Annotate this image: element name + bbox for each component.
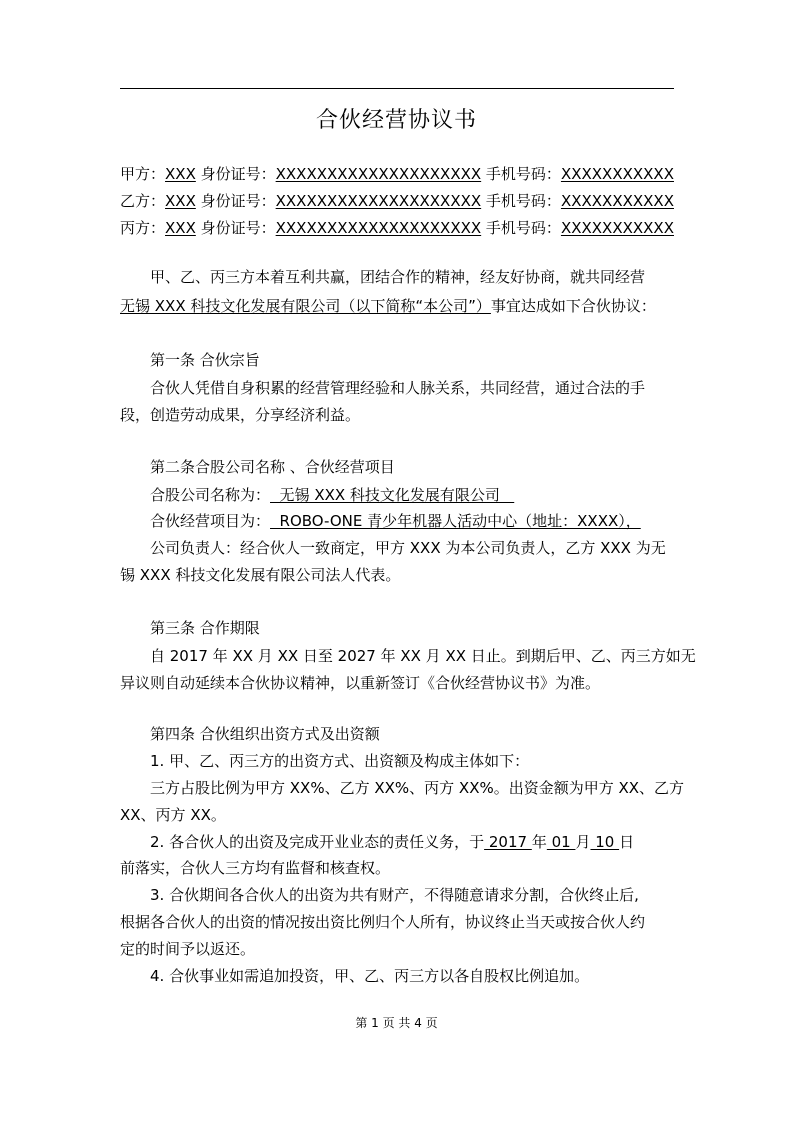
leader-line-2: 锡 XXX 科技文化发展有限公司法人代表。 [120,566,401,584]
party-bing-line [120,218,674,238]
party-name: XXX [165,219,196,237]
article-3-heading: 第三条 合作期限 [150,619,260,637]
article-4-item-4: 4. 合伙事业如需追加投资，甲、乙、丙三方以各自股权比例追加。 [150,967,590,985]
article-3-line-1: 自 2017 年 XX 月 XX 日至 2027 年 XX 月 XX 日止。到期后甲、乙、丙三方如无 [150,647,696,665]
party-name: XXX [165,165,196,183]
article-4-item-2-line-2: 前落实，合伙人三方均有监督和核查权。 [120,859,391,877]
phone-label: 手机号码： [481,165,561,183]
header-rule [120,88,674,89]
project-label: 合伙经营项目为： [150,512,271,530]
intro-line-1: 甲、乙、丙三方本着互利共赢，团结合作的精神，经友好协商，就共同经营 [150,268,646,286]
company-name-underlined: 无锡 XXX 科技文化发展有限公司（以下简称“本公司”） [120,297,491,315]
party-name: XXX [165,192,196,210]
article-1-line-2: 段，创造劳动成果，分享经济利益。 [120,406,361,424]
year-unit: 年 [531,833,547,851]
id-number: XXXXXXXXXXXXXXXXXXXX [275,219,482,237]
party-jia-line [120,164,674,184]
article-4-item-1: 1. 甲、乙、丙三方的出资方式、出资额及构成主体如下： [150,752,530,770]
item-2-text: 2. 各合伙人的出资及完成开业业态的责任义务，于 [150,833,485,851]
article-4-item-2 [150,832,634,852]
leader-line-1: 公司负责人：经合伙人一致商定，甲方 XXX 为本公司负责人，乙方 XXX 为无 [150,539,666,557]
day-unit: 日 [619,833,635,851]
phone-number: XXXXXXXXXXX [560,192,674,210]
id-label: 身份证号： [195,165,276,183]
party-label: 乙方： [120,192,166,210]
deadline-month: 01 [546,833,576,851]
article-3-line-2: 异议则自动延续本合伙协议精神，以重新签订《合伙经营协议书》为准。 [120,674,601,692]
article-1-line-1: 合伙人凭借自身积累的经营管理经验和人脉关系，共同经营，通过合法的手 [150,379,646,397]
party-yi-line [120,191,674,211]
phone-number: XXXXXXXXXXX [560,165,674,183]
article-4-item-1b: XX、丙方 XX。 [120,806,226,824]
article-4-item-3-line-3: 定的时间予以返还。 [120,940,256,958]
company-name-value: 无锡 XXX 科技文化发展有限公司 [270,486,515,504]
id-label: 身份证号： [195,219,276,237]
intro-line-2 [120,296,656,316]
month-unit: 月 [575,833,591,851]
document-title: 合伙经营协议书 [315,108,477,133]
phone-number: XXXXXXXXXXX [560,219,674,237]
article-4-item-3: 3. 合伙期间各合伙人的出资为共有财产，不得随意请求分割，合伙终止后, [150,886,639,904]
article-4-heading: 第四条 合伙组织出资方式及出资额 [150,725,380,743]
intro-rest: 事宜达成如下合伙协议： [490,297,656,315]
party-label: 甲方： [120,165,166,183]
project-line [150,511,641,531]
deadline-year: 2017 [484,833,532,851]
article-4-item-1a: 三方占股比例为甲方 XX%、乙方 XX%、丙方 XX%。出资金额为甲方 XX、乙方 [150,779,685,797]
article-2-heading: 第二条合股公司名称 、合伙经营项目 [150,458,395,476]
phone-label: 手机号码： [481,192,561,210]
company-name-label: 合股公司名称为： [150,486,271,504]
article-4-item-3-line-2: 根据各合伙人的出资的情况按出资比例归个人所有，协议终止当天或按合伙人约 [120,913,646,931]
page-number-footer: 第 1 页 共 4 页 [355,1016,438,1030]
id-label: 身份证号： [195,192,276,210]
phone-label: 手机号码： [481,219,561,237]
project-value: ROBO-ONE 青少年机器人活动中心（地址：XXXX）， [270,512,641,530]
company-name-line [150,485,514,505]
id-number: XXXXXXXXXXXXXXXXXXXX [275,165,482,183]
id-number: XXXXXXXXXXXXXXXXXXXX [275,192,482,210]
article-1-heading: 第一条 合伙宗旨 [150,351,260,369]
deadline-day: 10 [590,833,620,851]
party-label: 丙方： [120,219,166,237]
